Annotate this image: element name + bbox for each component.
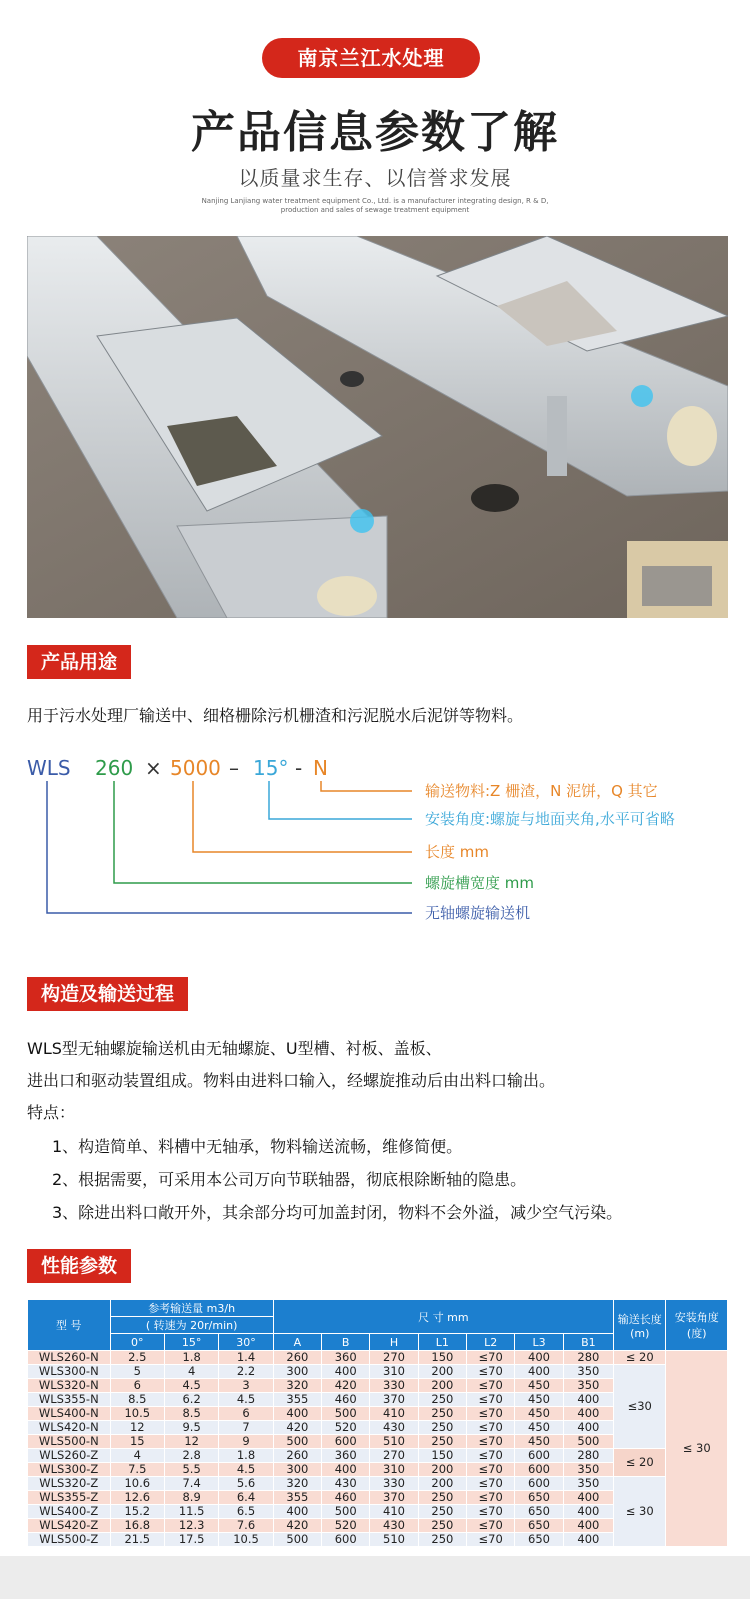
table-cell: 350 <box>563 1365 613 1379</box>
table-cell: 150 <box>418 1449 466 1463</box>
table-cell: 10.6 <box>110 1477 164 1491</box>
table-cell: 400 <box>563 1533 613 1547</box>
table-cell: 410 <box>370 1407 418 1421</box>
table-cell: 1.4 <box>219 1351 273 1365</box>
table-cell: 15 <box>110 1435 164 1449</box>
table-cell: 6.2 <box>164 1393 218 1407</box>
table-cell: WLS420-N <box>28 1421 111 1435</box>
table-cell: 350 <box>563 1477 613 1491</box>
angle-cell: ≤ 30 <box>666 1351 728 1547</box>
table-cell: 650 <box>515 1491 563 1505</box>
table-cell: ≤70 <box>467 1519 515 1533</box>
structure-line-1: WLS型无轴螺旋输送机由无轴螺旋、U型槽、衬板、盖板、 <box>27 1039 442 1058</box>
table-cell: 200 <box>418 1379 466 1393</box>
label-angle: 安装角度:螺旋与地面夹角,水平可省略 <box>425 810 675 828</box>
table-cell: 16.8 <box>110 1519 164 1533</box>
table-cell: 600 <box>515 1449 563 1463</box>
table-cell: WLS400-Z <box>28 1505 111 1519</box>
table-cell: 360 <box>322 1449 370 1463</box>
th-speed: ( 转速为 20r/min) <box>110 1317 273 1334</box>
table-cell: 410 <box>370 1505 418 1519</box>
table-cell: 500 <box>563 1435 613 1449</box>
model-code-diagram <box>27 755 737 955</box>
code-part-dash1: – <box>229 756 239 780</box>
table-cell: 400 <box>563 1407 613 1421</box>
table-cell: 500 <box>273 1533 321 1547</box>
params-table-wrap <box>27 1299 728 1548</box>
table-cell: 450 <box>515 1393 563 1407</box>
slogan: 以质量求生存、以信誉求发展 <box>238 166 512 190</box>
table-cell: 430 <box>370 1421 418 1435</box>
table-cell: 300 <box>273 1365 321 1379</box>
table-cell: 2.5 <box>110 1351 164 1365</box>
section-title-usage: 产品用途 <box>27 645 131 679</box>
params-table <box>27 1299 728 1547</box>
code-part-wls: WLS <box>27 756 71 780</box>
table-cell: WLS355-Z <box>28 1491 111 1505</box>
table-cell: 6 <box>110 1379 164 1393</box>
table-cell: 11.5 <box>164 1505 218 1519</box>
th-length: 输送长度(m) <box>614 1300 666 1351</box>
table-row <box>28 1351 728 1365</box>
table-cell: WLS300-Z <box>28 1463 111 1477</box>
th-sub-15: 15° <box>164 1334 218 1351</box>
table-cell: 270 <box>370 1351 418 1365</box>
table-cell: 260 <box>273 1351 321 1365</box>
english-subtitle <box>175 197 575 215</box>
table-cell: 4.5 <box>164 1379 218 1393</box>
table-cell: 450 <box>515 1407 563 1421</box>
table-cell: WLS320-N <box>28 1379 111 1393</box>
table-cell: 400 <box>273 1407 321 1421</box>
table-cell: 310 <box>370 1463 418 1477</box>
table-cell: 2.8 <box>164 1449 218 1463</box>
section-title-params: 性能参数 <box>27 1249 131 1283</box>
table-cell: WLS320-Z <box>28 1477 111 1491</box>
th-sub-0: 0° <box>110 1334 164 1351</box>
table-cell: 7.6 <box>219 1519 273 1533</box>
th-capacity: 参考输送量 m3/h <box>110 1300 273 1317</box>
table-cell: 500 <box>322 1407 370 1421</box>
table-cell: ≤70 <box>467 1393 515 1407</box>
table-cell: WLS300-N <box>28 1365 111 1379</box>
table-cell: 400 <box>563 1421 613 1435</box>
table-cell: 370 <box>370 1491 418 1505</box>
table-cell: WLS420-Z <box>28 1519 111 1533</box>
table-cell: WLS400-N <box>28 1407 111 1421</box>
table-cell: 250 <box>418 1407 466 1421</box>
table-cell: 355 <box>273 1393 321 1407</box>
th-sub-a: A <box>273 1334 321 1351</box>
table-cell: ≤70 <box>467 1435 515 1449</box>
table-cell: 300 <box>273 1463 321 1477</box>
line-wls <box>47 781 412 913</box>
line-width <box>114 781 412 883</box>
table-cell: ≤70 <box>467 1477 515 1491</box>
table-cell: 260 <box>273 1449 321 1463</box>
table-cell: 8.5 <box>164 1407 218 1421</box>
table-cell: 600 <box>515 1463 563 1477</box>
th-angle: 安装角度(度) <box>666 1300 728 1351</box>
length-group-cell: ≤ 20 <box>614 1449 666 1477</box>
table-cell: 8.9 <box>164 1491 218 1505</box>
table-cell: 250 <box>418 1491 466 1505</box>
length-group-cell: ≤ 30 <box>614 1477 666 1547</box>
table-cell: ≤70 <box>467 1351 515 1365</box>
table-cell: 350 <box>563 1379 613 1393</box>
th-sub-l1: L1 <box>418 1334 466 1351</box>
table-cell: 450 <box>515 1421 563 1435</box>
table-cell: 400 <box>563 1505 613 1519</box>
code-part-angle: 15° <box>253 756 289 780</box>
line-angle <box>269 781 412 819</box>
page-title: 产品信息参数了解 <box>191 107 559 158</box>
table-cell: 310 <box>370 1365 418 1379</box>
code-part-dash2: - <box>295 756 303 780</box>
table-cell: 330 <box>370 1379 418 1393</box>
table-cell: 520 <box>322 1519 370 1533</box>
table-cell: 200 <box>418 1463 466 1477</box>
table-cell: 15.2 <box>110 1505 164 1519</box>
table-cell: 420 <box>322 1379 370 1393</box>
table-cell: ≤70 <box>467 1505 515 1519</box>
feature-item-1: 1、构造简单、料槽中无轴承，物料输送流畅，维修简便。 <box>52 1137 463 1156</box>
table-cell: 370 <box>370 1393 418 1407</box>
table-cell: 6 <box>219 1407 273 1421</box>
label-length: 长度 mm <box>425 843 489 861</box>
table-cell: 420 <box>273 1519 321 1533</box>
table-cell: WLS260-Z <box>28 1449 111 1463</box>
english-line-1: Nanjing Lanjiang water treatment equipment Co., Ltd. is a manufacturer integrating design, R & D, <box>201 197 549 205</box>
table-cell: 250 <box>418 1519 466 1533</box>
table-cell: 4 <box>164 1365 218 1379</box>
th-model: 型 号 <box>28 1300 111 1351</box>
table-cell: 21.5 <box>110 1533 164 1547</box>
feature-item-3: 3、除进出料口敞开外，其余部分均可加盖封闭，物料不会外溢，减少空气污染。 <box>52 1203 623 1222</box>
table-cell: 510 <box>370 1533 418 1547</box>
table-cell: 420 <box>273 1421 321 1435</box>
table-cell: 12.3 <box>164 1519 218 1533</box>
conveyor-photo-illustration <box>27 236 728 618</box>
table-cell: 650 <box>515 1533 563 1547</box>
model-code-svg <box>27 755 737 955</box>
th-sub-h: H <box>370 1334 418 1351</box>
table-cell: 400 <box>563 1393 613 1407</box>
table-cell: 430 <box>370 1519 418 1533</box>
table-cell: 200 <box>418 1365 466 1379</box>
table-cell: 355 <box>273 1491 321 1505</box>
table-cell: 400 <box>563 1491 613 1505</box>
table-cell: 650 <box>515 1505 563 1519</box>
table-cell: 460 <box>322 1491 370 1505</box>
table-cell: 12 <box>110 1421 164 1435</box>
table-cell: 5.5 <box>164 1463 218 1477</box>
table-cell: 280 <box>563 1449 613 1463</box>
label-material: 输送物料:Z 栅渣，N 泥饼，Q 其它 <box>425 782 658 800</box>
table-cell: ≤70 <box>467 1379 515 1393</box>
table-cell: 1.8 <box>219 1449 273 1463</box>
table-cell: 10.5 <box>110 1407 164 1421</box>
table-cell: ≤70 <box>467 1365 515 1379</box>
table-row <box>28 1477 728 1491</box>
table-cell: 330 <box>370 1477 418 1491</box>
length-group-cell: ≤ 20 <box>614 1351 666 1365</box>
table-cell: 600 <box>515 1477 563 1491</box>
table-cell: 270 <box>370 1449 418 1463</box>
table-cell: 450 <box>515 1435 563 1449</box>
table-cell: 450 <box>515 1379 563 1393</box>
table-cell: 600 <box>322 1533 370 1547</box>
table-cell: 250 <box>418 1533 466 1547</box>
table-cell: 600 <box>322 1435 370 1449</box>
table-cell: 8.5 <box>110 1393 164 1407</box>
table-row <box>28 1449 728 1463</box>
table-cell: 460 <box>322 1393 370 1407</box>
table-cell: 2.2 <box>219 1365 273 1379</box>
table-cell: 400 <box>515 1351 563 1365</box>
table-cell: 7 <box>219 1421 273 1435</box>
table-cell: 400 <box>322 1463 370 1477</box>
table-cell: 320 <box>273 1477 321 1491</box>
table-cell: WLS260-N <box>28 1351 111 1365</box>
table-cell: 9.5 <box>164 1421 218 1435</box>
table-cell: 280 <box>563 1351 613 1365</box>
table-cell: 7.4 <box>164 1477 218 1491</box>
table-cell: 4.5 <box>219 1463 273 1477</box>
table-cell: 520 <box>322 1421 370 1435</box>
english-line-2: production and sales of sewage treatment equipment <box>280 206 470 214</box>
table-cell: 12.6 <box>110 1491 164 1505</box>
table-cell: 4 <box>110 1449 164 1463</box>
th-sub-l3: L3 <box>515 1334 563 1351</box>
table-cell: ≤70 <box>467 1491 515 1505</box>
th-size: 尺 寸 mm <box>273 1300 613 1334</box>
table-cell: 320 <box>273 1379 321 1393</box>
table-cell: 360 <box>322 1351 370 1365</box>
table-cell: 500 <box>322 1505 370 1519</box>
code-part-width: 260 <box>95 756 134 780</box>
table-cell: 250 <box>418 1421 466 1435</box>
product-photo <box>27 236 728 618</box>
structure-line-2: 进出口和驱动装置组成。物料由进料口输入，经螺旋推动后由出料口输出。 <box>27 1071 556 1090</box>
company-badge: 南京兰江水处理 <box>262 38 480 78</box>
table-cell: 650 <box>515 1519 563 1533</box>
table-cell: 6.4 <box>219 1491 273 1505</box>
table-cell: 1.8 <box>164 1351 218 1365</box>
table-cell: 250 <box>418 1393 466 1407</box>
table-cell: 17.5 <box>164 1533 218 1547</box>
table-cell: 510 <box>370 1435 418 1449</box>
table-cell: 6.5 <box>219 1505 273 1519</box>
line-material <box>321 781 412 791</box>
table-cell: 10.5 <box>219 1533 273 1547</box>
table-cell: ≤70 <box>467 1421 515 1435</box>
table-row <box>28 1365 728 1379</box>
section-title-structure: 构造及输送过程 <box>27 977 188 1011</box>
features-label: 特点： <box>27 1103 76 1122</box>
label-width: 螺旋槽宽度 mm <box>425 874 534 892</box>
usage-text: 用于污水处理厂输送中、细格栅除污机栅渣和污泥脱水后泥饼等物料。 <box>27 706 524 725</box>
table-cell: 400 <box>515 1365 563 1379</box>
bottom-bar <box>0 1556 750 1599</box>
table-cell: 400 <box>322 1365 370 1379</box>
table-cell: 5.6 <box>219 1477 273 1491</box>
th-sub-l2: L2 <box>467 1334 515 1351</box>
params-table-body <box>28 1351 728 1547</box>
code-part-material: N <box>313 756 328 780</box>
table-cell: WLS355-N <box>28 1393 111 1407</box>
table-cell: 250 <box>418 1435 466 1449</box>
label-wls: 无轴螺旋输送机 <box>425 904 531 922</box>
table-cell: 400 <box>273 1505 321 1519</box>
length-group-cell: ≤30 <box>614 1365 666 1449</box>
table-cell: 500 <box>273 1435 321 1449</box>
table-cell: WLS500-Z <box>28 1533 111 1547</box>
code-part-length: 5000 <box>170 756 221 780</box>
table-cell: ≤70 <box>467 1463 515 1477</box>
table-cell: 350 <box>563 1463 613 1477</box>
table-cell: 4.5 <box>219 1393 273 1407</box>
table-cell: 430 <box>322 1477 370 1491</box>
th-sub-30: 30° <box>219 1334 273 1351</box>
table-cell: 3 <box>219 1379 273 1393</box>
table-cell: 250 <box>418 1505 466 1519</box>
table-cell: 400 <box>563 1519 613 1533</box>
th-sub-b: B <box>322 1334 370 1351</box>
code-part-times: × <box>145 756 162 780</box>
table-cell: 200 <box>418 1477 466 1491</box>
table-cell: ≤70 <box>467 1449 515 1463</box>
feature-item-2: 2、根据需要，可采用本公司万向节联轴器，彻底根除断轴的隐患。 <box>52 1170 527 1189</box>
table-cell: 7.5 <box>110 1463 164 1477</box>
table-cell: 12 <box>164 1435 218 1449</box>
th-sub-b1: B1 <box>563 1334 613 1351</box>
table-cell: 150 <box>418 1351 466 1365</box>
table-cell: ≤70 <box>467 1407 515 1421</box>
table-cell: WLS500-N <box>28 1435 111 1449</box>
table-cell: 5 <box>110 1365 164 1379</box>
table-cell: ≤70 <box>467 1533 515 1547</box>
table-cell: 9 <box>219 1435 273 1449</box>
